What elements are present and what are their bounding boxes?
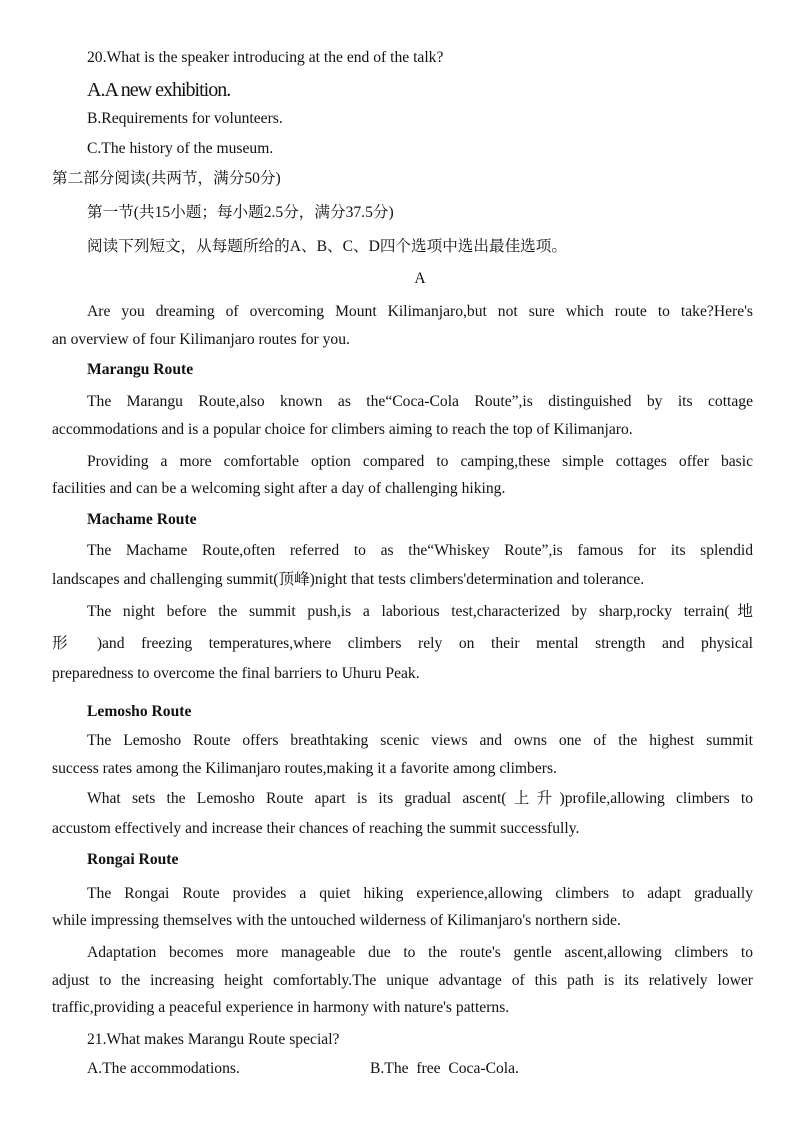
q20-option-c: C.The history of the museum. [87,140,274,157]
rongai-p2-line2: adjust to the increasing height comfortably.The unique advantage of this path is its relatively lower [52,972,753,989]
marangu-p2-line2: facilities and can be a welcoming sight after a day of challenging hiking. [52,480,506,497]
rongai-p2-line3: traffic,providing a peaceful experience in harmony with nature's patterns. [52,999,510,1016]
passage-intro-line2: an overview of four Kilimanjaro routes for you. [52,331,350,348]
rongai-p1-line2: while impressing themselves with the untouched wilderness of Kilimanjaro's northern side. [52,912,621,929]
heading-lemosho-route: Lemosho Route [87,703,192,720]
passage-label: A [414,270,426,287]
q20-option-a: A.A new exhibition. [87,79,231,101]
q21-option-a: A.The accommodations. [87,1060,240,1077]
machame-p1-line2: landscapes and challenging summit(顶峰)night that tests climbers'determination and tolerance. [52,571,645,588]
q21-stem: 21.What makes Marangu Route special? [87,1031,340,1048]
marangu-p2-line1: Providing a more comfortable option compared to camping,these simple cottages offer basic [87,453,753,470]
q20-option-b: B.Requirements for volunteers. [87,110,283,127]
rongai-p1-line1: The Rongai Route provides a quiet hiking experience,allowing climbers to adapt gradually [87,885,753,902]
q20-stem: 20.What is the speaker introducing at the end of the talk? [87,49,444,66]
lemosho-p1-line1: The Lemosho Route offers breathtaking scenic views and owns one of the highest summit [87,732,753,749]
machame-p1-line1: The Machame Route,often referred to as the“Whiskey Route”,is famous for its splendid [87,542,753,559]
section-instruction: 阅读下列短文，从每题所给的A、B、C、D四个选项中选出最佳选项。 [87,238,567,255]
lemosho-p2-line1: What sets the Lemosho Route apart is its gradual ascent(上升)profile,allowing climbers to [87,790,753,807]
passage-intro-line1: Are you dreaming of overcoming Mount Kilimanjaro,but not sure which route to take?Here's [87,303,753,320]
q21-option-b: B.The free Coca-Cola. [370,1060,519,1077]
machame-p2-line1: The night before the summit push,is a laborious test,characterized by sharp,rocky terrain(地 [87,603,753,620]
lemosho-p2-line2: accustom effectively and increase their chances of reaching the summit successfully. [52,820,580,837]
machame-p2-line3: preparedness to overcome the final barriers to Uhuru Peak. [52,665,420,682]
heading-marangu-route: Marangu Route [87,361,194,378]
machame-p2-line2: 形 )and freezing temperatures,where climbers rely on their mental strength and physical [52,635,753,652]
lemosho-p1-line2: success rates among the Kilimanjaro routes,making it a favorite among climbers. [52,760,557,777]
section-part-heading: 第二部分阅读(共两节，满分50分) [52,170,281,187]
section-sub-heading: 第一节(共15小题；每小题2.5分，满分37.5分) [87,204,394,221]
marangu-p1-line2: accommodations and is a popular choice for climbers aiming to reach the top of Kilimanjaro. [52,421,633,438]
heading-machame-route: Machame Route [87,511,197,528]
rongai-p2-line1: Adaptation becomes more manageable due to the route's gentle ascent,allowing climbers to [87,944,753,961]
marangu-p1-line1: The Marangu Route,also known as the“Coca-Cola Route”,is distinguished by its cottage [87,393,753,410]
heading-rongai-route: Rongai Route [87,851,179,868]
